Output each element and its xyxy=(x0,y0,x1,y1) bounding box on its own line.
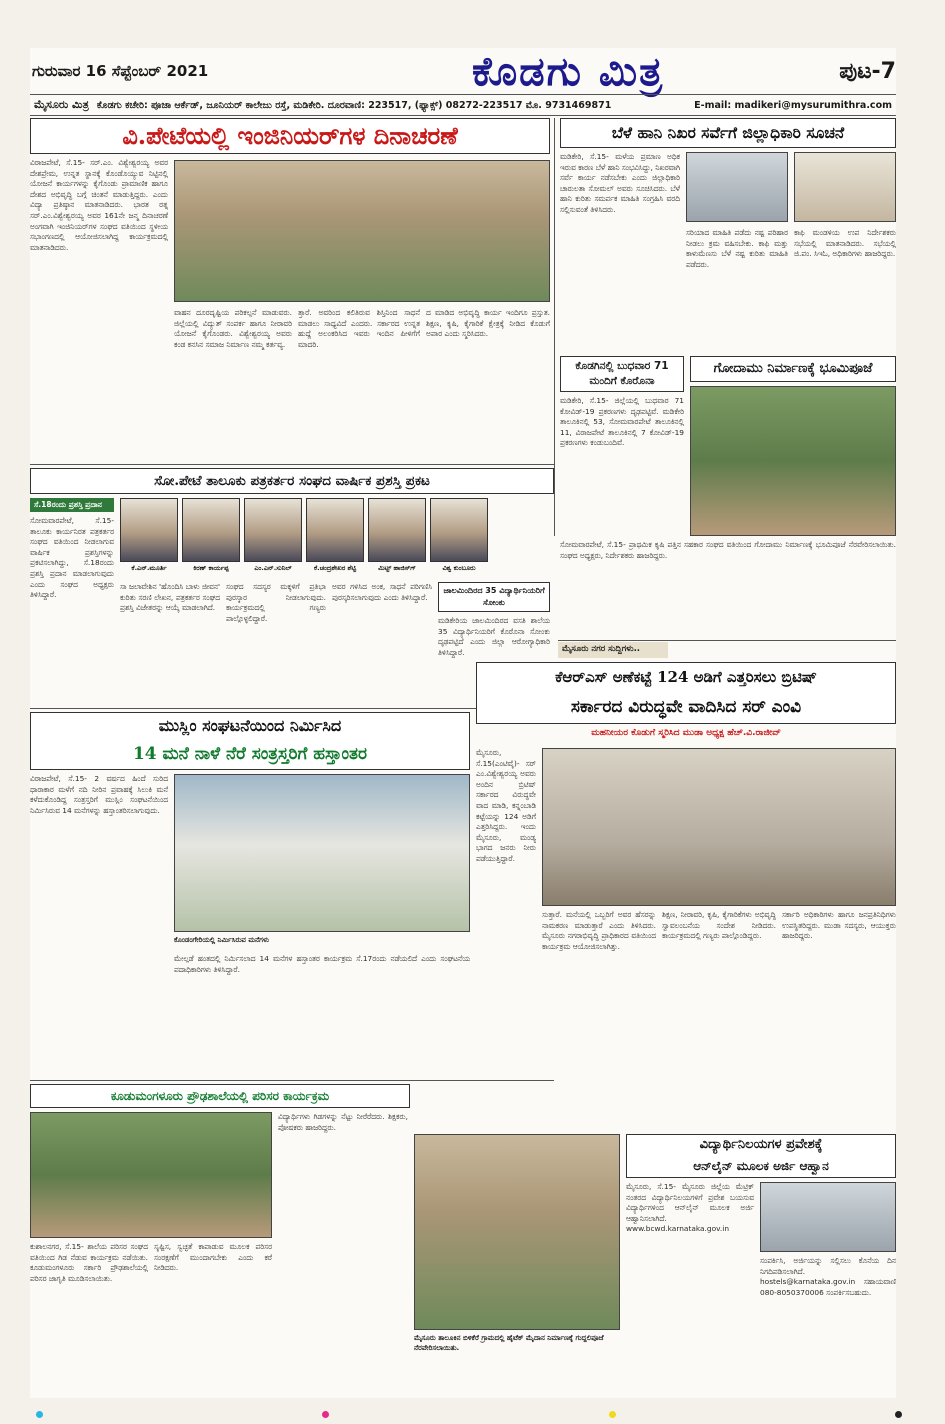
press-col-4: ಅವರ ಗಳಿಸಿದ ಅಂಕ, ಸಾಧನೆ ಪರಿಗಣಿಸಿ ಪುರಸ್ಕರಿಸಲಾಗುವುದು ಎಂದು ತಿಳಿಸಿದ್ದಾರೆ. xyxy=(332,582,432,602)
portrait-1 xyxy=(120,498,178,562)
ground-puja-photo xyxy=(414,1134,620,1330)
admission-headline-2: ಆನ್‌ಲೈನ್ ಮೂಲಕ ಅರ್ಜಿ ಆಹ್ವಾನ xyxy=(626,1156,896,1178)
krs-headline-1: ಕೆಆರ್‌ಎಸ್ ಅಣೆಕಟ್ಟೆ 124 ಅಡಿಗೆ ಎತ್ತರಿಸಲು ಬ್ರಿಟಿಷ್ xyxy=(476,662,896,692)
crop-survey-col-3: ಕಾಫಿ ಮಂಡಳಿಯ ಉಪ ನಿರ್ದೇಶಕರು ಸಭೆಯಲ್ಲಿ ಮಾತನಾಡಿದರು. ಸಭೆಯಲ್ಲಿ ಜಿ.ಪಂ. ಸಿಇಓ, ಅಧಿಕಾರಿಗಳು ಹಾಜರಿದ್ದರು. xyxy=(794,228,896,259)
crop-survey-col-2: ಸರಿಯಾದ ಮಾಹಿತಿ ಪಡೆದು ನಷ್ಟ ಪರಿಹಾರ ನೀಡಲು ಕ್ರಮ ವಹಿಸಬೇಕು. ಕಾಫಿ ಮತ್ತು ಕಾಳುಮೆಣಸು ಬೆಳೆ ನಷ್ಟ ಕುರಿತು ಮಾಹಿತಿ ಪಡೆದರು. xyxy=(686,228,788,269)
registration-dot-cyan xyxy=(36,1411,43,1418)
portrait-name-4: ಕೆ.ಚಂದ್ರಶೇಖರ ಶೆಟ್ಟಿ xyxy=(313,564,357,572)
portrait-name-3: ಎಂ.ಎನ್.ಸುನಿಲ್ xyxy=(254,564,292,572)
registration-dot-yellow xyxy=(609,1411,616,1418)
engineers-headline: ವಿ.ಪೇಟೆಯಲ್ಲಿ ಇಂಜಿನಿಯರ್‌ಗಳ ದಿನಾಚರಣೆ xyxy=(30,118,550,154)
engineers-col-1: ವಿರಾಜಪೇಟೆ, ಸೆ.15- ಸರ್.ಎಂ. ವಿಶ್ವೇಶ್ವರಯ್ಯ ಅವರ ದೇಶಪ್ರೇಮ, ಉನ್ನತ ಸ್ಥಾನಕ್ಕೆ ಕೊಂಡೊಯ್ಯುವ ನಿಟ್ಟಿನಲ್ಲಿ ಯೋಜನೆ ಕಾರ್ಯಗಳನ್ನು ಕೈಗೊಂಡು ಪ್ರಾಮಾಣಿಕ ಹಾಗೂ ದೇಶದ ಅಭಿವೃದ್ಧಿ ಬಗ್ಗೆ ಚಿಂತನೆ ಮಾಡುತ್ತಿದ್ದರು. ಎಂದು ವಿದ್ಯಾ ಪ್ರತಿಷ್ಠಾನ ಮಾತನಾಡಿದರು. ಭಾರತ ರತ್ನ ಸರ್.ಎಂ.ವಿಶ್ವೇಶ್ವರಯ್ಯ ಅವರ 161ನೇ ಜನ್ಮ ದಿನಾಚರಣೆ ಅಂಗವಾಗಿ ಇಂಜಿನಿಯರ್‌ಗಳ ಸಂಘದ ವತಿಯಿಂದ ಸ್ಥಳೀಯ ಸಭಾಂಗಣದಲ್ಲಿ ಆಯೋಜಿಸಲಾಗಿದ್ದ ಕಾರ್ಯಕ್ರಮದಲ್ಲಿ ಮಾತನಾಡಿದರು. xyxy=(30,158,168,252)
brand-label: ಮೈಸೂರು ಮಿತ್ರ xyxy=(34,98,89,111)
engineers-col-3: ತ್ತಾರೆ. ಅವರಿಂದ ಕಲಿತಿರುವ ಶಿಸ್ತಿನಿಂದ ಸಾಧನೆ ಮಾಡಲು ಸಾಧ್ಯವಿದೆ ಎಂದರು. ಸರ್ಕಾರದ ಉನ್ನತ ಹುದ್ದೆ ಅಲಂಕರಿಸಿದ ಇವರು ಇಂದಿನ ಪೀಳಿಗೆಗೆ ಮಾದರಿ. xyxy=(298,308,420,349)
godown-body: ಸೋಮವಾರಪೇಟೆ, ಸೆ.15- ಪ್ರಾಥಮಿಕ ಕೃಷಿ ಪತ್ತಿನ ಸಹಕಾರ ಸಂಘದ ವತಿಯಿಂದ ಗೋದಾಮು ನಿರ್ಮಾಣಕ್ಕೆ ಭೂಮಿಪೂಜೆ ನೆರವೇರಿಸಲಾಯಿತು. ಸಂಘದ ಅಧ್ಯಕ್ಷರು, ನಿರ್ದೇಶಕರು ಹಾಜರಿದ್ದರು. xyxy=(560,540,896,560)
portrait-name-1: ಕೆ.ಎನ್.ಮೂರ್ತಿ xyxy=(131,564,167,572)
muslim-col-1: ವಿರಾಜಪೇಟೆ, ಸೆ.15- 2 ವರ್ಷದ ಹಿಂದೆ ಸುರಿದ ಧಾರಾಕಾರ ಮಳೆಗೆ ನದಿ ನೀರಿನ ಪ್ರವಾಹಕ್ಕೆ ಸಿಲುಕಿ ಮನೆ ಕಳೆದುಕೊಂಡಿದ್ದ ಸಂತ್ರಸ್ತರಿಗೆ ಮುಸ್ಲಿಂ ಸಂಘಟನೆಯಿಂದ ನಿರ್ಮಿಸಿರುವ 14 ಮನೆಗಳನ್ನು ಹಸ್ತಾಂತರಿಸಲಾಗುವುದು. xyxy=(30,774,168,815)
engineers-col-2: ವಾಹನ ದೂರದೃಷ್ಟಿಯ ಪರಿಕಲ್ಪನೆ ಮಾಡುವರು. ಜಿಲ್ಲೆಯಲ್ಲಿ ವಿದ್ಯುತ್ ಸಂಪರ್ಕ ಹಾಗೂ ನೀರಾವರಿ ಯೋಜನೆ ಕೈಗೊಂಡರು. ವಿಶ್ವೇಶ್ವರಯ್ಯ ಅವರು ಕಂಡ ಕನಸಿನ ಸಮಾಜ ನಿರ್ಮಾಣ ನಮ್ಮ ಕರ್ತವ್ಯ. xyxy=(174,308,292,349)
engineers-col-4: ದ ಮಾಡಿದ ಅಭಿವೃದ್ಧಿ ಕಾರ್ಯ ಇಂದಿಗೂ ಪ್ರಸ್ತುತ. ಶಿಕ್ಷಣ, ಕೃಷಿ, ಕೈಗಾರಿಕೆ ಕ್ಷೇತ್ರಕ್ಕೆ ನೀಡಿದ ಕೊಡುಗೆ ಅಪಾರ ಎಂದು ಸ್ಮರಿಸಿದರು. xyxy=(426,308,550,339)
portrait-5 xyxy=(368,498,426,562)
covid-body: ಮಡಿಕೇರಿ, ಸೆ.15- ಜಿಲ್ಲೆಯಲ್ಲಿ ಬುಧವಾರ 71 ಕೋವಿಡ್-19 ಪ್ರಕರಣಗಳು ದೃಢಪಟ್ಟಿವೆ. ಮಡಿಕೇರಿ ತಾಲೂಕಿನಲ್ಲಿ 53, ಸೋಮವಾರಪೇಟೆ ತಾಲೂಕಿನಲ್ಲಿ 11, ವಿರಾಜಪೇಟೆ ತಾಲೂಕಿನಲ್ಲಿ 7 ಕೋವಿಡ್-19 ಪ್ರಕರಣಗಳು ಕಂಡುಬಂದಿವೆ. xyxy=(560,396,684,448)
office-info-bar xyxy=(30,94,896,116)
krs-photo xyxy=(542,748,896,906)
press-headline: ಸೋ.ಪೇಟೆ ತಾಲೂಕು ಪತ್ರಕರ್ತರ ಸಂಘದ ವಾರ್ಷಿಕ ಪ್ರಶಸ್ತಿ ಪ್ರಕಟ xyxy=(30,468,554,494)
portrait-6 xyxy=(430,498,488,562)
hostel-note-headline: ಜಾಲಮಿಂದಿರದ 35 ವಿದ್ಯಾರ್ಥಿನಿಯರಿಗೆ ಸೋಂಕು xyxy=(438,582,550,612)
muslim-photo-caption: ಕೊಂಡಂಗೇರಿಯಲ್ಲಿ ನಿರ್ಮಿಸಿರುವ ಮನೆಗಳು xyxy=(174,936,269,944)
laptop-photo xyxy=(760,1182,896,1252)
page-number: ಪುಟ-7 xyxy=(839,58,896,84)
krs-col-4: ಸರ್ಕಾರಿ ಅಧಿಕಾರಿಗಳು ಹಾಗೂ ಜನಪ್ರತಿನಿಧಿಗಳು ಉಪಸ್ಥಿತರಿದ್ದರು. ಮುಡಾ ಸದಸ್ಯರು, ಆಯುಕ್ತರು ಹಾಜರಿದ್ದರು. xyxy=(782,910,896,941)
muslim-headline-2: 14 ಮನೆ ನಾಳೆ ನೆರೆ ಸಂತ್ರಸ್ತರಿಗೆ ಹಸ್ತಾಂತರ xyxy=(30,740,470,770)
krs-col-2: ಸುತ್ತಾರೆ. ಮನೆಯಲ್ಲಿ ಒಬ್ಬರಿಗೆ ಅವರ ಹೆಸರನ್ನು ನಾಮಕರಣ ಮಾಡುತ್ತಾರೆ ಎಂದು ತಿಳಿಸಿದರು. ಮೈಸೂರು ನಗರಾಭಿವೃದ್ಧಿ ಪ್ರಾಧಿಕಾರದ ವತಿಯಿಂದ ಕಾರ್ಯಕ್ರಮ ಆಯೋಜಿಸಲಾಗಿತ್ತು. xyxy=(542,910,656,951)
city-news-bar: ಮೈಸೂರು ನಗರ ಸುದ್ದಿಗಳು.. xyxy=(558,642,668,658)
muslim-houses-photo xyxy=(174,774,470,932)
office-address: ಕೊಡಗು ಕಚೇರಿ: ಪೂಜಾ ಆರ್ಕೆಡ್, ಜೂನಿಯರ್ ಕಾಲೇಜು ರಸ್ತೆ, ಮಡಿಕೇರಿ. ದೂರವಾಣಿ: 223517, (ಫ್ಯಾಕ್ಸ್) 08272-223517 ಮೊ. 9731469871 xyxy=(96,99,612,111)
press-col-2: ಸಾ ಜಲಾವೇಶಿನ 'ಹೊಂದಿಸಿ ಬಾಳು ಜೀವನ' ಕುರಿತು ಸರಣಿ ಲೇಖನ, ಪತ್ರಕರ್ತರ ಸಂಘದ ಪ್ರಶಸ್ತಿ ವಿಜೇತರನ್ನು ಆಯ್ಕೆ ಮಾಡಲಾಗಿದೆ. xyxy=(120,582,220,613)
portrait-name-6: ವಿಶ್ವ ಕುಂಬೂರು xyxy=(442,564,476,572)
portrait-4 xyxy=(306,498,364,562)
print-registration-marks xyxy=(36,1411,902,1418)
school-headline: ಕೂಡುಮಂಗಳೂರು ಪ್ರೌಢಶಾಲೆಯಲ್ಲಿ ಪರಿಸರ ಕಾರ್ಯಕ್ರಮ xyxy=(30,1084,410,1108)
hostel-note-body: ಮಡಿಕೇರಿಯ ಜಾಲಮಿಂದಿರದ ವಸತಿ ಶಾಲೆಯ 35 ವಿದ್ಯಾರ್ಥಿನಿಯರಿಗೆ ಕೊರೊನಾ ಸೋಂಕು ದೃಢಪಟ್ಟಿದೆ ಎಂದು ಜಿಲ್ಲಾ ಆರೋಗ್ಯಾಧಿಕಾರಿ ತಿಳಿಸಿದ್ದಾರೆ. xyxy=(438,616,550,657)
admission-col-2: ಸಂಪರ್ಕಿಸಿ, ಅರ್ಜಿಯನ್ನು ಸಲ್ಲಿಸಲು ಕೊನೆಯ ದಿನ ನಿಗದಿಪಡಿಸಲಾಗಿದೆ. hostels@karnataka.gov.in ಸಹಾಯವಾಣಿ 080-8050370006 ಸಂಪರ್ಕಿಸಬಹುದು. xyxy=(760,1256,896,1297)
portrait-3 xyxy=(244,498,302,562)
muslim-headline-1: ಮುಸ್ಲಿಂ ಸಂಘಟನೆಯಿಂದ ನಿರ್ಮಿಸಿದ xyxy=(30,712,470,740)
admission-headline-1: ವಿದ್ಯಾರ್ಥಿನಿಲಯಗಳ ಪ್ರವೇಶಕ್ಕೆ xyxy=(626,1134,896,1156)
covid-headline: ಕೊಡಗಿನಲ್ಲಿ ಬುಧವಾರ 71 ಮಂದಿಗೆ ಕೊರೊನಾ xyxy=(560,356,684,392)
crop-survey-headline: ಬೆಳೆ ಹಾನಿ ನಿಖರ ಸರ್ವೆಗೆ ಜಿಲ್ಲಾಧಿಕಾರಿ ಸೂಚನೆ xyxy=(560,118,896,148)
admission-col-1: ಮೈಸೂರು, ಸೆ.15- ಮೈಸೂರು ಜಿಲ್ಲೆಯ ಮೆಟ್ರಿಕ್ ನಂತರದ ವಿದ್ಯಾರ್ಥಿನಿಲಯಗಳಿಗೆ ಪ್ರವೇಶ ಬಯಸುವ ವಿದ್ಯಾರ್ಥಿಗಳಿಂದ ಆನ್‌ಲೈನ್ ಮೂಲಕ ಅರ್ಜಿ ಆಹ್ವಾನಿಸಲಾಗಿದೆ. www.bcwd.karnataka.gov.in xyxy=(626,1182,754,1234)
krs-subhead: ಮಹನೀಯರ ಕೊಡುಗೆ ಸ್ಮರಿಸಿದ ಮುಡಾ ಅಧ್ಯಕ್ಷ ಹೆಚ್.ವಿ.ರಾಜೀವ್ xyxy=(591,728,781,738)
godown-headline: ಗೋದಾಮು ನಿರ್ಮಾಣಕ್ಕೆ ಭೂಮಿಪೂಜೆ xyxy=(690,356,896,382)
portrait-2 xyxy=(182,498,240,562)
masthead xyxy=(30,48,896,94)
school-col-1: ಕುಶಾಲನಗರ, ಸೆ.15- ಶಾಲೆಯ ಪರಿಸರ ಸಂಘದ ವತಿಯಿಂದ ಗಿಡ ನೆಡುವ ಕಾರ್ಯಕ್ರಮ ನಡೆಯಿತು. ಕೂಡುಮಂಗಳೂರು ಸರ್ಕಾರಿ ಪ್ರೌಢಶಾಲೆಯಲ್ಲಿ ಪರಿಸರ ಜಾಗೃತಿ ಮೂಡಿಸಲಾಯಿತು. xyxy=(30,1242,148,1283)
press-col-3: ಸಂಘದ ಸದಸ್ಯರ ಮಕ್ಕಳಿಗೆ ಪ್ರತಿಭಾ ಪುರಸ್ಕಾರ ನೀಡಲಾಗುವುದು. ಕಾರ್ಯಕ್ರಮದಲ್ಲಿ ಗಣ್ಯರು ಪಾಲ್ಗೊಳ್ಳಲಿದ್ದಾರೆ. xyxy=(226,582,326,623)
godown-photo xyxy=(690,386,896,536)
school-col-2: ಸೃಷ್ಟಿಸ, ಸ್ವಚ್ಛತೆ ಕಾಪಾಡುವ ಮೂಲಕ ಪರಿಸರ ಸಂರಕ್ಷಣೆಗೆ ಮುಂದಾಗಬೇಕು ಎಂದು ಕರೆ ನೀಡಿದರು. xyxy=(154,1242,272,1273)
school-col-3: ವಿದ್ಯಾರ್ಥಿಗಳು ಗಿಡಗಳನ್ನು ನೆಟ್ಟು ನೀರೆರೆದರು. ಶಿಕ್ಷಕರು, ಪೋಷಕರು ಹಾಜರಿದ್ದರು. xyxy=(278,1112,408,1132)
newspaper-title: ಕೊಡಗು ಮಿತ್ರ xyxy=(471,47,664,95)
registration-dot-black xyxy=(895,1411,902,1418)
press-subhead: ಸೆ.18ರಂದು ಪ್ರಶಸ್ತಿ ಪ್ರದಾನ xyxy=(30,498,114,512)
crop-survey-photo-1 xyxy=(686,152,788,222)
muslim-col-2: ಮೇಲ್ಗಡೆ ಹಂತದಲ್ಲಿ ನಿರ್ಮಿಸಲಾದ 14 ಮನೆಗಳ ಹಸ್ತಾಂತರ ಕಾರ್ಯಕ್ರಮ ಸೆ.17ರಂದು ನಡೆಯಲಿದೆ ಎಂದು ಸಂಘಟನೆಯ ಪದಾಧಿಕಾರಿಗಳು ತಿಳಿಸಿದ್ದಾರೆ. xyxy=(174,954,470,974)
press-col-1: ಸೋಮವಾರಪೇಟೆ, ಸೆ.15- ತಾಲೂಕು ಕಾರ್ಯನಿರತ ಪತ್ರಕರ್ತರ ಸಂಘದ ವತಿಯಿಂದ ನೀಡಲಾಗುವ ವಾರ್ಷಿಕ ಪ್ರಶಸ್ತಿಗಳನ್ನು ಪ್ರಕಟಿಸಲಾಗಿದ್ದು, ಸೆ.18ರಂದು ಪ್ರಶಸ್ತಿ ಪ್ರದಾನ ಮಾಡಲಾಗುವುದು ಎಂದು ಸಂಘದ ಅಧ್ಯಕ್ಷರು ತಿಳಿಸಿದ್ದಾರೆ. xyxy=(30,516,114,600)
krs-headline-2: ಸರ್ಕಾರದ ವಿರುದ್ಧವೇ ವಾದಿಸಿದ ಸರ್ ಎಂವಿ xyxy=(476,692,896,724)
office-email: E-mail: madikeri@mysurumithra.com xyxy=(694,99,892,111)
crop-survey-col-1: ಮಡಿಕೇರಿ, ಸೆ.15- ಮಳೆಯ ಪ್ರಮಾಣ ಅಧಿಕ ಇರುವ ಕಾರಣ ಬೆಳೆ ಹಾನಿ ಸಂಭವಿಸಿದ್ದು, ನಿಖರವಾಗಿ ಸರ್ವೆ ಕಾರ್ಯ ನಡೆಸಬೇಕು ಎಂದು ಜಿಲ್ಲಾಧಿಕಾರಿ ಚಾರುಲತಾ ಸೋಮಲ್ ಅವರು ಸೂಚಿಸಿದರು. ಬೆಳೆ ಹಾನಿ ಕುರಿತು ಸಮರ್ಪಕ ಮಾಹಿತಿ ಸಂಗ್ರಹಿಸಿ ವರದಿ ಸಲ್ಲಿಸುವಂತೆ ತಿಳಿಸಿದರು. xyxy=(560,152,680,214)
krs-col-1: ಮೈಸೂರು, ಸೆ.15(ಎಂಟಿವೈ)- ಸರ್ ಎಂ.ವಿಶ್ವೇಶ್ವರಯ್ಯ ಅವರು ಅಂದಿನ ಬ್ರಿಟಿಷ್ ಸರ್ಕಾರದ ವಿರುದ್ಧವೇ ವಾದ ಮಾಡಿ, ಕನ್ನಂಬಾಡಿ ಕಟ್ಟೆಯನ್ನು 124 ಅಡಿಗೆ ಎತ್ತರಿಸಿದ್ದರು. ಇಂದು ಮೈಸೂರು, ಮಂಡ್ಯ ಭಾಗದ ಜನರು ನೀರು ಪಡೆಯುತ್ತಿದ್ದಾರೆ. xyxy=(476,748,536,863)
krs-col-3: ಶಿಕ್ಷಣ, ನೀರಾವರಿ, ಕೃಷಿ, ಕೈಗಾರಿಕೆಗಳು ಅಭಿವೃದ್ಧಿ ಸ್ವಾವಲಂಬನೆಯ ಸಂದೇಶ ನೀಡಿದರು. ಕಾರ್ಯಕ್ರಮದಲ್ಲಿ ಗಣ್ಯರು ಪಾಲ್ಗೊಂಡಿದ್ದರು. xyxy=(662,910,776,941)
school-photo xyxy=(30,1112,272,1238)
newspaper-page xyxy=(30,48,896,1398)
portrait-name-2: ಕಿರಣ್ ಕಾರ್ಯಪ್ಪ xyxy=(193,564,229,572)
portrait-name-5: ಮಿಟ್ಟ್ ಹಾಜಿಸ್‌ಗ್ xyxy=(378,564,416,572)
issue-date: ಗುರುವಾರ 16 ಸೆಪ್ಟೆಂಬರ್ 2021 xyxy=(32,62,209,80)
engineers-photo xyxy=(174,160,550,302)
press-portraits xyxy=(120,498,550,578)
ground-puja-caption: ಮೈಸೂರು ತಾಲೂಕಿನ ಬಿಳಿಕೆರೆ ಗ್ರಾಮದಲ್ಲಿ ಹೈಟೆಕ್ ಮೈದಾನ ನಿರ್ಮಾಣಕ್ಕೆ ಗುದ್ದಲಿಪೂಜೆ ನೆರವೇರಿಸಲಾಯಿತು. xyxy=(414,1334,604,1352)
crop-survey-photo-2 xyxy=(794,152,896,222)
registration-dot-magenta xyxy=(322,1411,329,1418)
